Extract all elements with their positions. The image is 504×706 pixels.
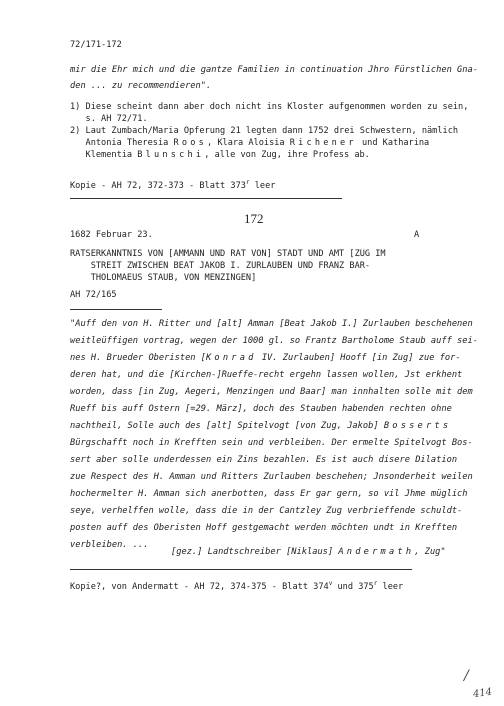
handwritten-page-number: 414 [472, 686, 493, 701]
body-line-3: nes H. Brueder Oberisten [Konrad IV. Zurlauben] Hooff [in Zug] zue for- [70, 353, 461, 363]
handwritten-slash: / [464, 668, 469, 684]
title-line-2: STREIT ZWISCHEN BEAT JAKOB I. ZURLAUBEN UND FRANZ BAR- [70, 261, 371, 271]
copy-note-2: Kopie?, von Andermatt - AH 72, 374-375 - Blatt 374$^v$ und 375$^r$ leer [70, 580, 404, 592]
body-line-10: zue Respect des H. Amman und Ritters Zurlauben beschehen; Jnsonderheit weilen [70, 472, 473, 482]
body-line-6: Rueff bis auff Ostern [=29. März], doch des Stauben habenden rechten ohne [70, 404, 452, 414]
body-line-13: posten auff des Oberisten Hoff gestgemacht werden möchten undt in Krefften [70, 523, 458, 533]
title-line-1: RATSERKANNTNIS VON [AMMANN UND RAT VON] STADT UND AMT [ZUG IM [70, 249, 386, 259]
title-line-3: THOLOMAEUS STAUB, VON MENZINGEN] [70, 273, 257, 283]
body-line-14: verbleiben. ... [70, 540, 149, 550]
body-line-1: "Auff den von H. Ritter und [alt] Amman [Beat Jakob I.] Zurlauben beschehenen [70, 319, 473, 329]
body-line-4: deren hat, und die [Kirchen-]Rueffe-recht ergehn lassen wollen, Jst erkhent [70, 370, 463, 380]
signature-line: [gez.] Landtschreiber [Niklaus] Andermath, Zug" [171, 547, 446, 557]
intro-line-1: mir die Ehr mich und die gantze Familien in continuation Jhro Fürstlichen Gna- [70, 65, 478, 75]
copy-note-1: Kopie - AH 72, 372-373 - Blatt 373$^r$ leer [70, 179, 276, 191]
footnote-1-line-1: 1) Diese scheint dann aber doch nicht ins Kloster aufgenommen worden zu sein, [70, 102, 469, 112]
divider-bottom [70, 569, 412, 570]
divider [70, 198, 342, 199]
document-date: 1682 Februar 23. [70, 230, 153, 240]
short-divider [70, 309, 162, 310]
document-number: 172 [244, 211, 264, 226]
intro-line-2: den ... zu recommendieren". [70, 81, 212, 91]
version-marker: A [414, 230, 420, 240]
page-reference: 72/171-172 [70, 40, 122, 50]
footnote-1-line-2: s. AH 72/71. [70, 114, 148, 124]
body-line-11: hochermelter H. Amman sich anerbotten, dass Er gar gern, so vil Jhme müglich [70, 489, 468, 499]
body-line-9: sert aber solle underdessen ein Zins bezahlen. Es ist auch disere Dilation [70, 455, 458, 465]
body-line-7: nachtheil, Solle auch des [alt] Spitelvogt [von Zug, Jakob] Bosserts [70, 421, 452, 431]
source-reference: AH 72/165 [70, 290, 117, 300]
body-line-2: weitleüffigen vortrag, wegen der 1000 gl. so Frantz Bartholome Staub auff sei- [70, 336, 478, 346]
body-line-8: Bürgschafft noch in Krefften sein und verbleiben. Der ermelte Spitelvogt Bos- [70, 438, 473, 448]
body-line-12: seye, verhelffen wolle, dass die in der Cantzley Zug verbrieffende schuldt- [70, 506, 463, 516]
footnote-2-line-2: Antonia Theresia Roos, Klara Aloisia Richener und Katharina [70, 138, 430, 148]
body-line-5: worden, dass [in Zug, Aegeri, Menzingen und Baar] man innhalten solle mit dem [70, 387, 473, 397]
footnote-2-line-3: Klementia Blunschi, alle von Zug, ihre Profess ab. [70, 150, 370, 160]
footnote-2-line-1: 2) Laut Zumbach/Maria Opferung 21 legten dann 1752 drei Schwestern, nämlich [70, 126, 459, 136]
